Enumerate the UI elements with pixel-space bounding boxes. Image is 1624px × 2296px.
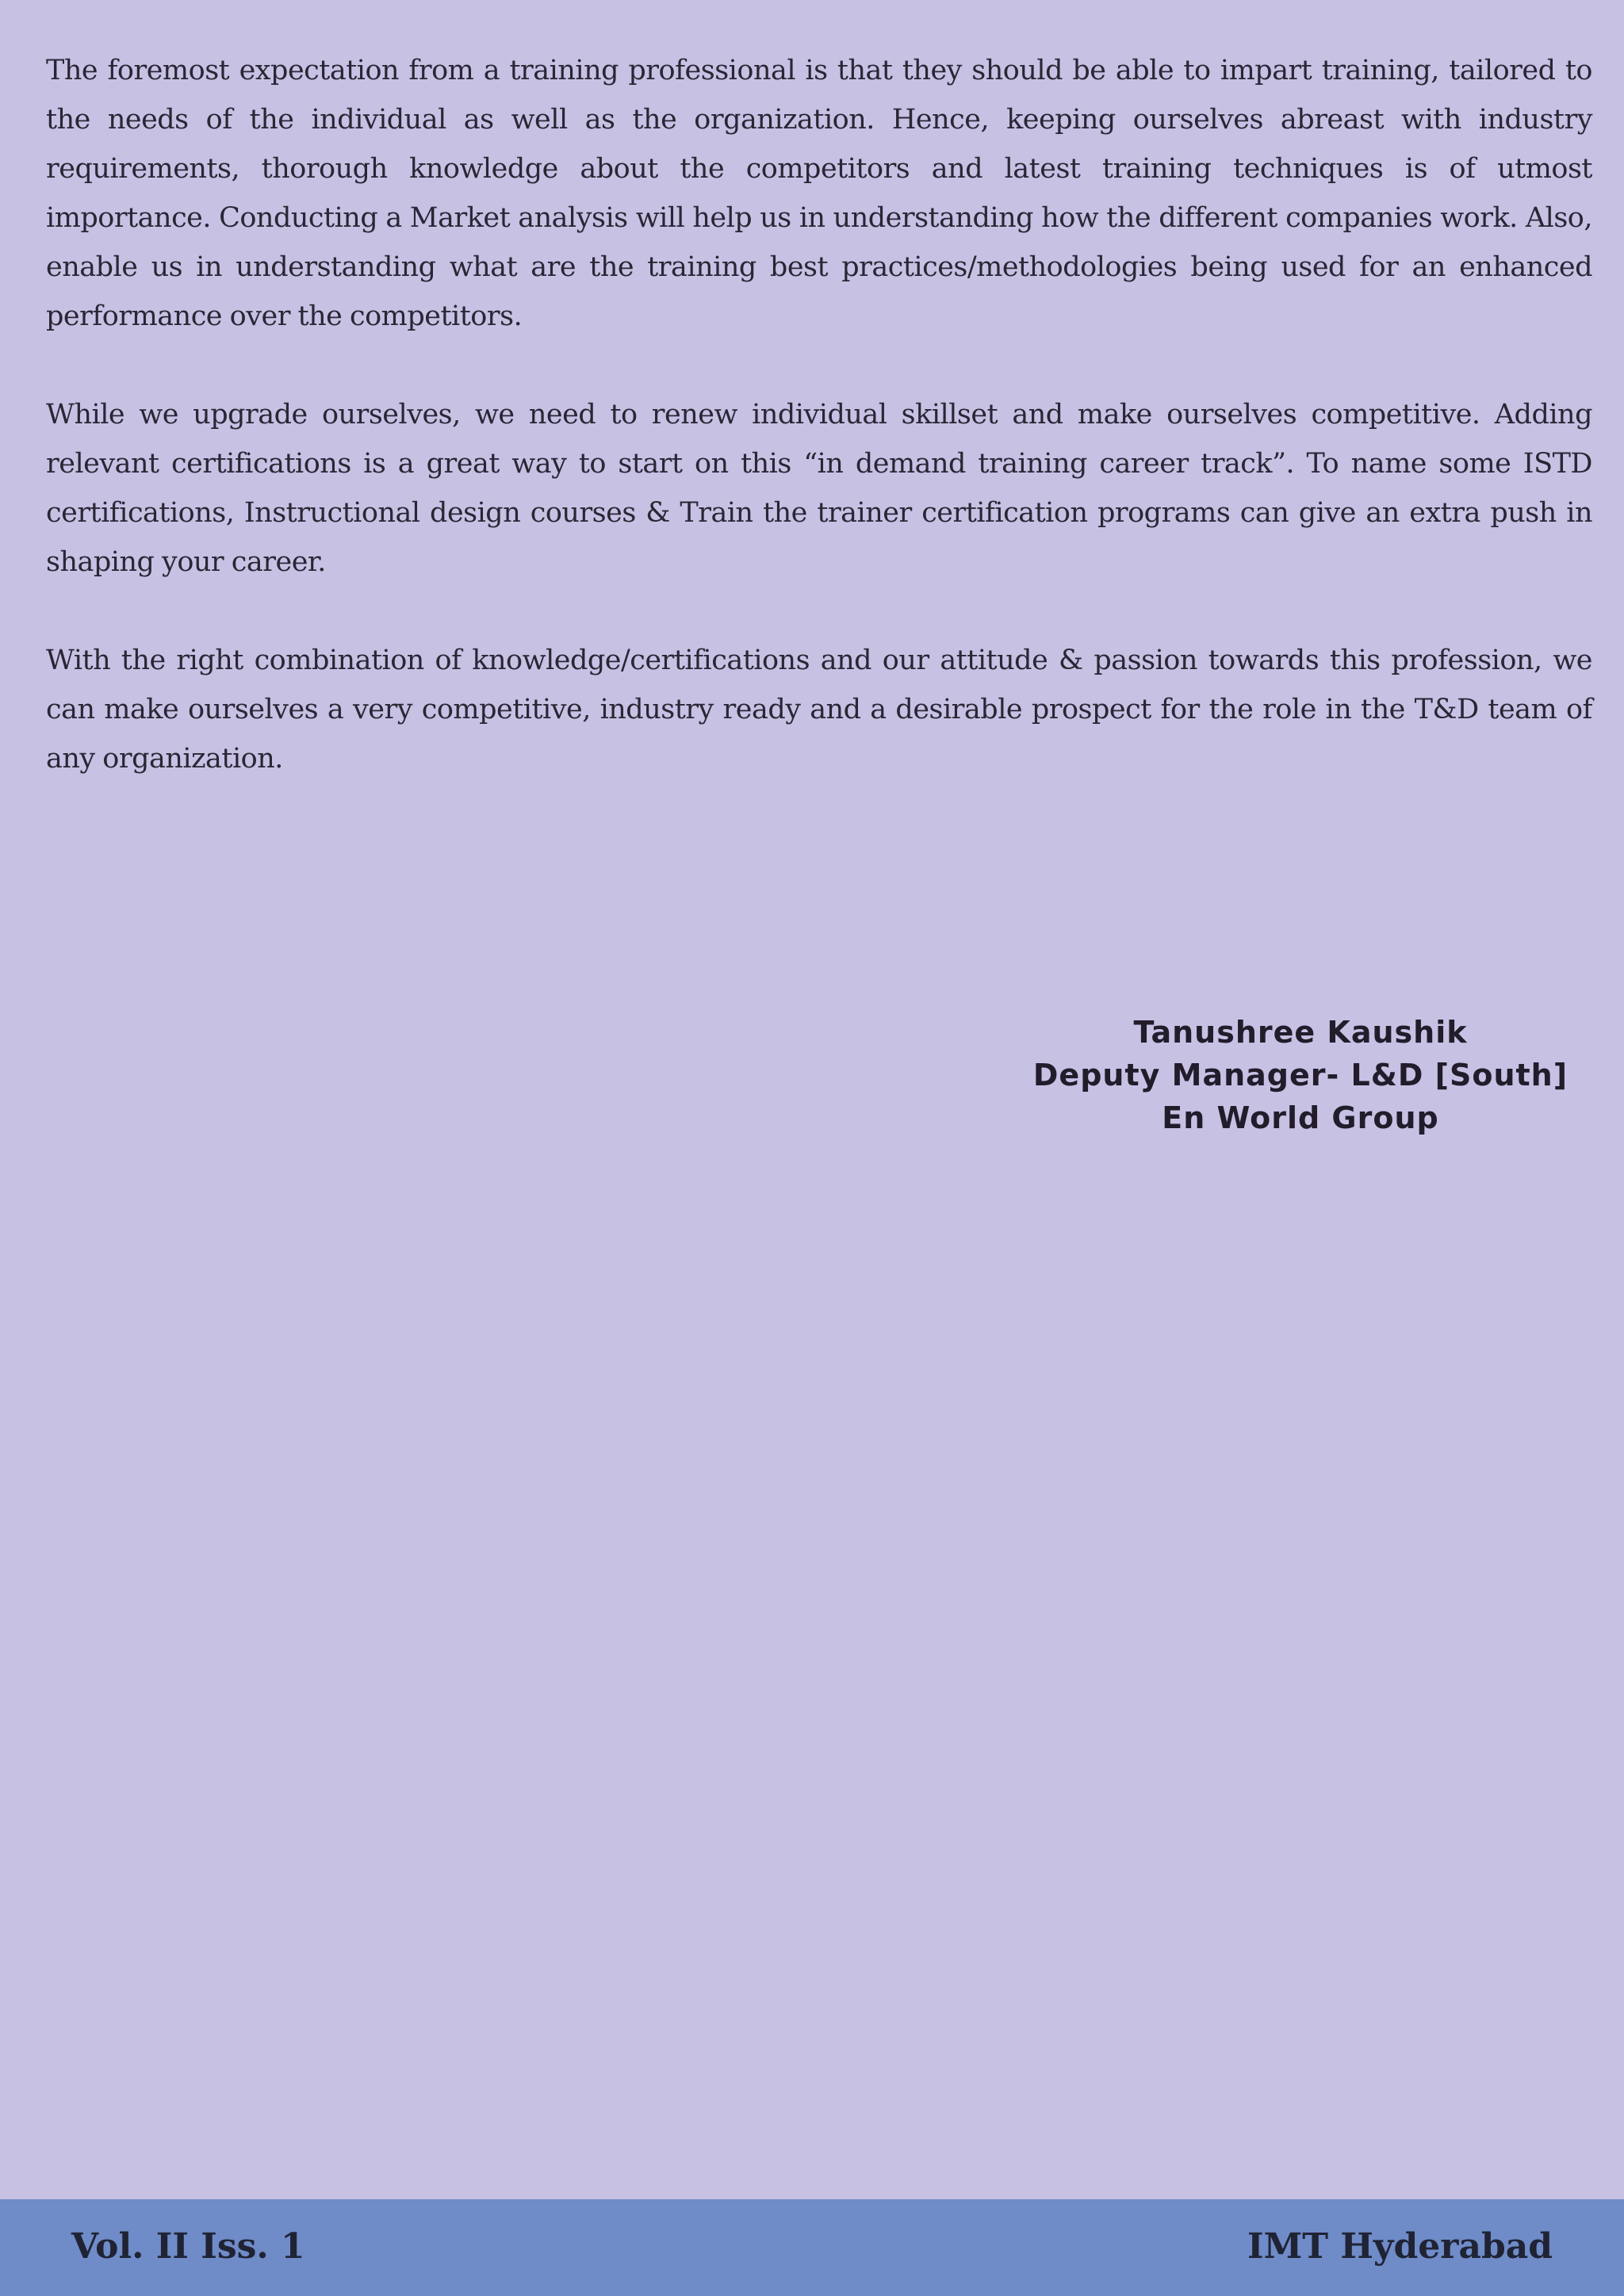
author-company: En World Group <box>1162 1100 1439 1135</box>
paragraph-2: While we upgrade ourselves, we need to renew individual skillset and make ourselves competitive. Adding relevant certifications is a great way to start on this “in demand training career track”. To name some ISTD certifications, Instructional design courses & Train the trainer certification programs can give an extra push in shaping your career. <box>46 399 1592 578</box>
footer-institution: IMT Hyderabad <box>1247 2226 1553 2267</box>
page-footer <box>0 2199 1624 2296</box>
author-name: Tanushree Kaushik <box>1133 1015 1468 1050</box>
article-body <box>46 46 1592 832</box>
footer-volume-issue: Vol. II Iss. 1 <box>71 2226 305 2267</box>
paragraph-3: With the right combination of knowledge/certifications and our attitude & passion towards this profession, we can make ourselves a very competitive, industry ready and a desirable prospect for the role in the T&D team of any organization. <box>46 645 1592 775</box>
paragraph-1: The foremost expectation from a training professional is that they should be able to impart training, tailored to the needs of the individual as well as the organization. Hence, keeping ourselves abreast with industry requirements, thorough knowledge about the competitors and latest training techniques is of utmost importance. Conducting a Market analysis will help us in understanding how the different companies work. Also, enable us in understanding what are the training best practices/methodologies being used for an enhanced performance over the competitors. <box>46 55 1592 332</box>
author-title: Deputy Manager- L&D [South] <box>1032 1058 1568 1093</box>
author-signature-block <box>1015 1011 1586 1139</box>
